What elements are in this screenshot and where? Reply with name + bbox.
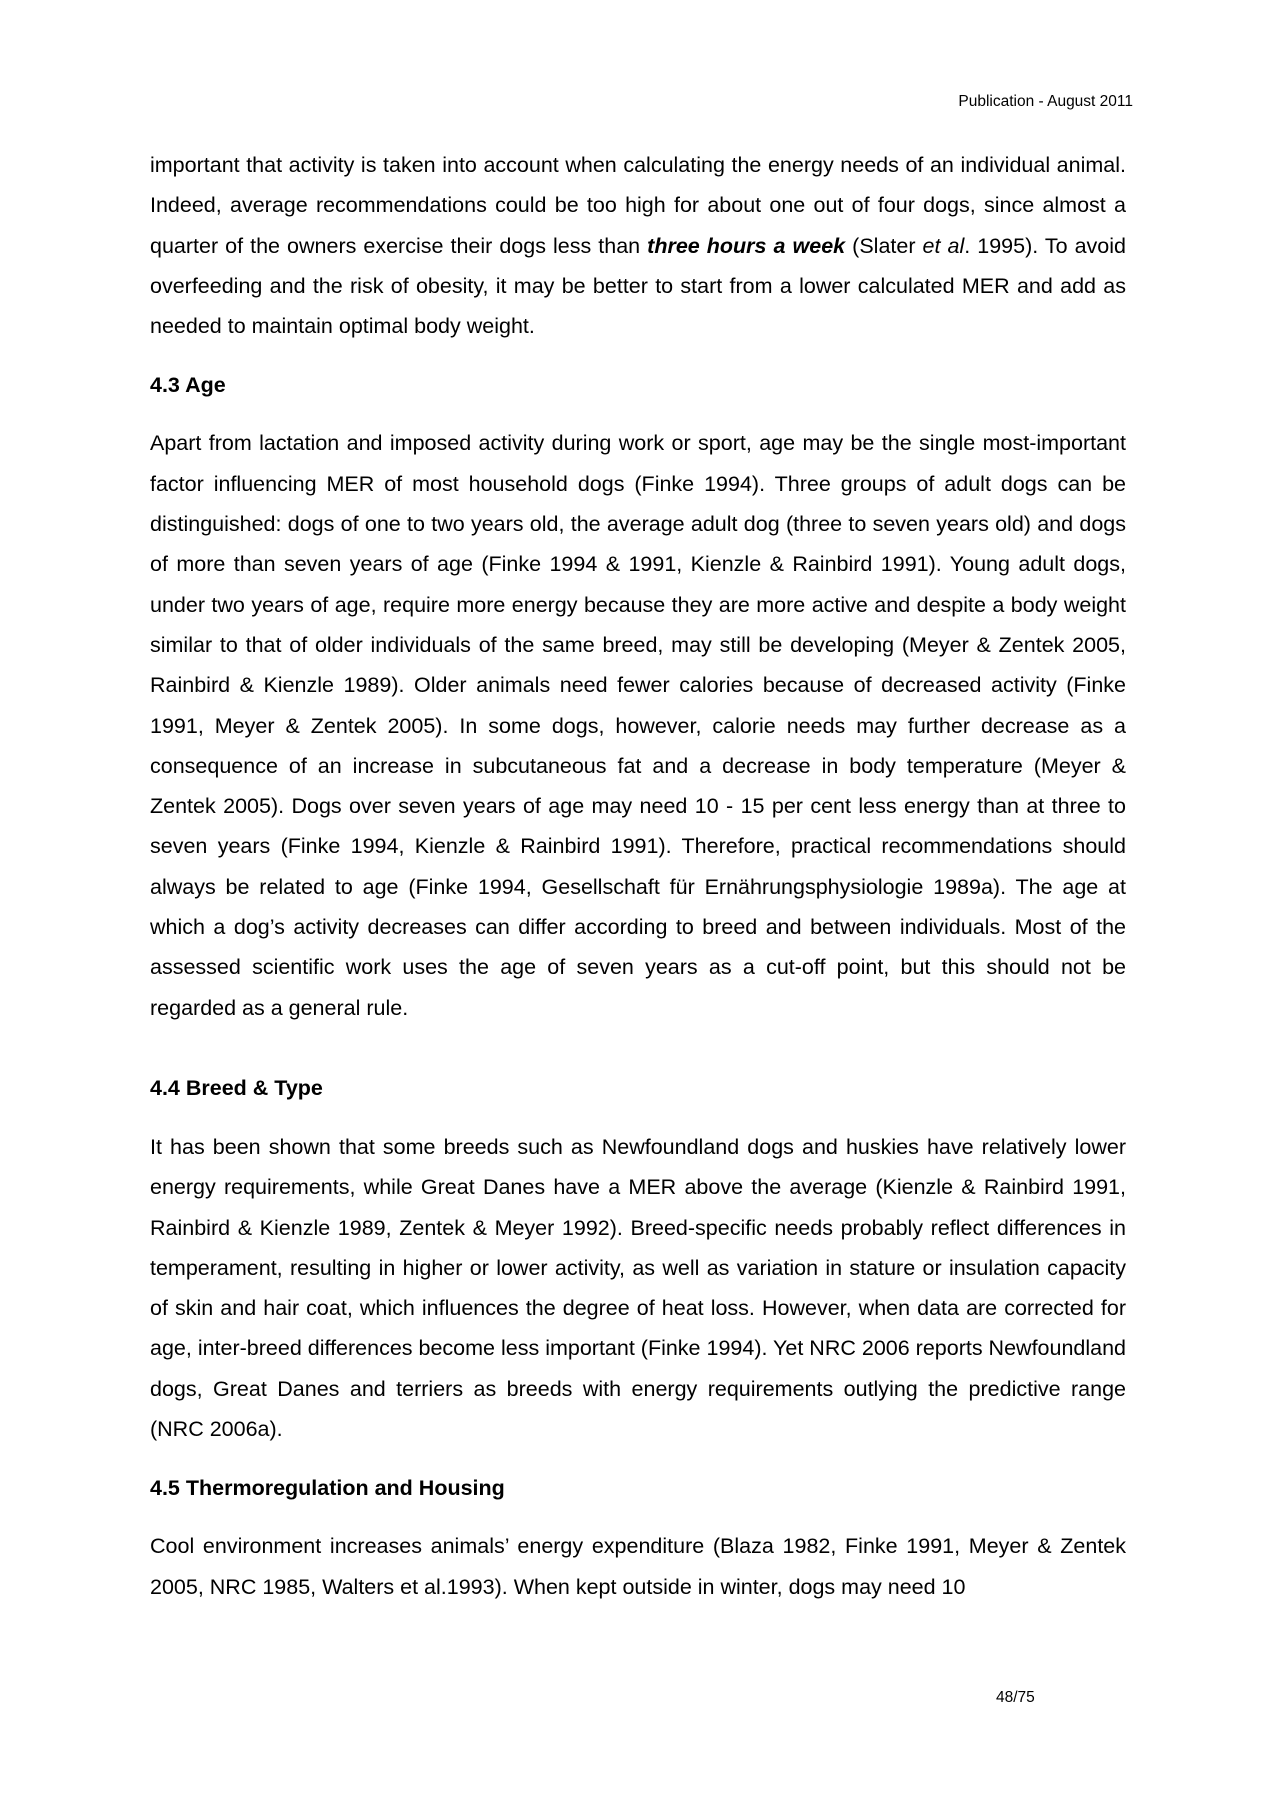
page-number: 48/75 bbox=[996, 1689, 1035, 1706]
emphasis-three-hours-a-week: three hours a week bbox=[647, 233, 846, 258]
paragraph-activity bbox=[150, 145, 1126, 346]
paragraph-thermoregulation: Cool environment increases animals’ energy expenditure (Blaza 1982, Finke 1991, Meyer & Zentek 2005, NRC 1985, Walters et al.1993). When kept outside in winter, dogs may need 10 bbox=[150, 1534, 1126, 1599]
paragraph-activity-text-2: (Slater bbox=[845, 233, 923, 258]
page-header: Publication - August 2011 bbox=[958, 93, 1133, 110]
section-heading-breed-type: 4.4 Breed & Type bbox=[150, 1075, 323, 1100]
section-heading-thermoregulation-housing: 4.5 Thermoregulation and Housing bbox=[150, 1476, 505, 1501]
paragraph-age: Apart from lactation and imposed activity during work or sport, age may be the single most-important factor influencing MER of most household dogs (Finke 1994). Three groups of adult dogs can be distinguished: dogs of one to two years old, the average adult dog (three to seven years old) and dogs of more than seven years of age (Finke 1994 & 1991, Kienzle & Rainbird 1991). Young adult dogs, under two years of age, require more energy because they are more active and despite a body weight similar to that of older individuals of the same breed, may still be developing (Meyer & Zentek 2005, Rainbird & Kienzle 1989). Older animals need fewer calories because of decreased activity (Finke 1991, Meyer & Zentek 2005). In some dogs, however, calorie needs may further decrease as a consequence of an increase in subcutaneous fat and a decrease in body temperature (Meyer & Zentek 2005). Dogs over seven years of age may need 10 - 15 per cent less energy than at three to seven years (Finke 1994, Kienzle & Rainbird 1991). Therefore, practical recommendations should always be related to age (Finke 1994, Gesellschaft für Ernährungsphysiologie 1989a). The age at which a dog’s activity decreases can differ according to breed and between individuals. Most of the assessed scientific work uses the age of seven years as a cut-off point, but this should not be regarded as a general rule. bbox=[150, 431, 1126, 1020]
paragraph-activity-text-1: important that activity is taken into account when calculating the energy needs of an individual animal. Indeed, average recommendations could be too high for about one out of four dogs, since almost a quarter of the owners exercise their dogs less than bbox=[150, 153, 1126, 258]
paragraph-breed-type: It has been shown that some breeds such as Newfoundland dogs and huskies have relatively lower energy requirements, while Great Danes have a MER above the average (Kienzle & Rainbird 1991, Rainbird & Kienzle 1989, Zentek & Meyer 1992). Breed-specific needs probably reflect differences in temperament, resulting in higher or lower activity, as well as variation in stature or insulation capacity of skin and hair coat, which influences the degree of heat loss. However, when data are corrected for age, inter-breed differences become less important (Finke 1994). Yet NRC 2006 reports Newfoundland dogs, Great Danes and terriers as breeds with energy requirements outlying the predictive range (NRC 2006a). bbox=[150, 1134, 1127, 1442]
document-body bbox=[150, 145, 1126, 1607]
et-al-italic: et al bbox=[922, 233, 965, 258]
section-heading-age: 4.3 Age bbox=[150, 373, 226, 398]
paragraph-activity-text-3: . 1995). To avoid overfeeding and the risk of obesity, it may be better to start from a lower calculated MER and add as needed to maintain optimal body weight. bbox=[150, 233, 1126, 339]
